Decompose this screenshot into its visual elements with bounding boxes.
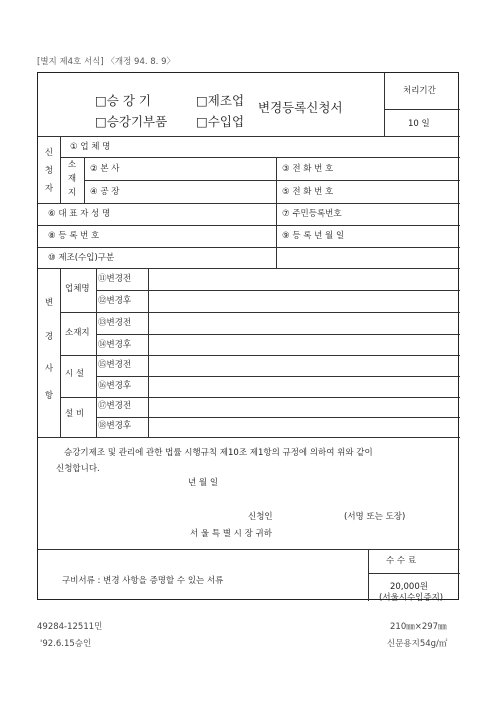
applicant-signature-label: 신청인: [248, 512, 273, 522]
fee-amount: 20,000원: [390, 582, 428, 592]
form-code: 49284-12511민: [37, 622, 103, 632]
head-office-phone-label: ③ 전 화 번 호: [282, 164, 334, 174]
option-elevator[interactable]: □승 강 기: [95, 93, 151, 108]
option-import[interactable]: □수입업: [196, 114, 245, 129]
change-before: ⑪변경전: [98, 274, 132, 284]
change-after: ⑱변경후: [98, 421, 132, 431]
registration-date-label: ⑨ 등 록 년 월 일: [282, 231, 345, 241]
change-after: ⑯변경후: [98, 381, 132, 391]
changes-label-4: 항: [44, 391, 54, 401]
application-date: 년 월 일: [188, 478, 219, 488]
representative-label: ⑥ 대 표 자 성 명: [48, 209, 111, 219]
declaration-text-end: 신청합니다.: [56, 464, 100, 474]
change-item-name: 업체명: [65, 284, 90, 294]
fee-label: 수 수 료: [386, 556, 417, 566]
category-label: ⑩ 제조(수입)구분: [48, 253, 115, 263]
location-label-3: 지: [67, 188, 77, 198]
head-office-label: ② 본 사: [90, 164, 120, 174]
form-number: [별지 제4호 서식] 〈개정 94. 8. 9〉: [37, 57, 175, 67]
changes-label-2: 경: [44, 332, 54, 342]
applicant-label-3: 자: [44, 184, 54, 194]
declaration-text: 승강기제조 및 관리에 관한 법률 시행규칙 제10조 제1항의 규정에 의하여 위와 같이: [64, 448, 373, 458]
change-before: ⑬변경전: [98, 318, 132, 328]
addressee: 서 울 특 별 시 장 귀하: [190, 529, 272, 539]
processing-period-value: 10 일: [408, 119, 430, 129]
change-item-name: 시 설: [65, 369, 85, 379]
company-name-label: ① 업 체 명: [70, 142, 111, 152]
form-title: 변경등록신청서: [258, 100, 343, 115]
change-before: ⑮변경전: [98, 360, 132, 370]
changes-label-3: 사: [44, 364, 54, 374]
paper-type: 신문용지54g/㎡: [387, 639, 448, 649]
applicant-label-1: 신: [44, 148, 54, 158]
paper-size: 210㎜×297㎜: [390, 622, 447, 632]
change-item-name: 소재지: [65, 328, 90, 338]
processing-period-label: 처리기간: [403, 86, 436, 96]
approval-date: '92.6.15승인: [40, 639, 92, 649]
option-manufacture[interactable]: □제조업: [196, 93, 245, 108]
change-item-name: 설 비: [65, 409, 85, 419]
signature-note: (서명 또는 도장): [344, 512, 406, 522]
registration-number-label: ⑧ 등 록 번 호: [48, 231, 100, 241]
factory-label: ④ 공 장: [90, 187, 120, 197]
fee-note: (서울시수입증지): [379, 593, 444, 603]
factory-phone-label: ⑤ 전 화 번 호: [282, 187, 334, 197]
changes-label-1: 변: [44, 298, 54, 308]
required-documents: 구비서류 : 변경 사항을 증명할 수 있는 서류: [62, 576, 224, 586]
option-elevator-parts[interactable]: □승강기부품: [95, 114, 168, 129]
application-form: [37, 72, 459, 603]
location-label-1: 소: [67, 160, 77, 170]
resident-number-label: ⑦ 주민등록번호: [282, 209, 342, 219]
location-label-2: 재: [67, 174, 77, 184]
change-after: ⑫변경후: [98, 296, 132, 306]
change-after: ⑭변경후: [98, 340, 132, 350]
applicant-label-2: 청: [44, 166, 54, 176]
change-before: ⑰변경전: [98, 401, 132, 411]
